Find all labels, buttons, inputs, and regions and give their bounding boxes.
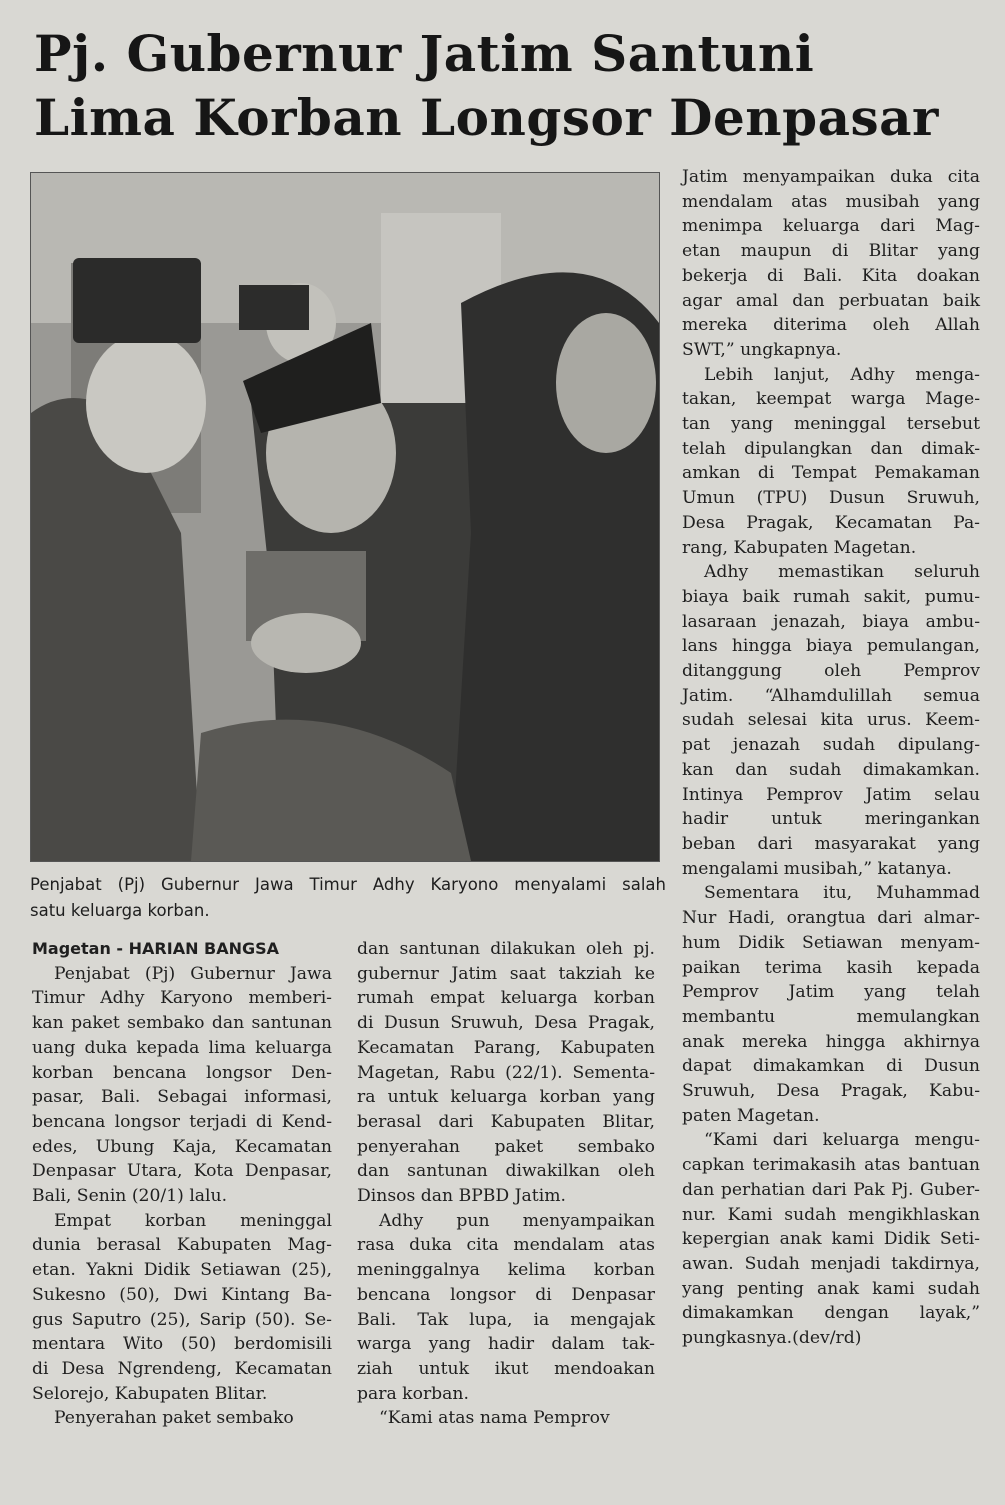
text-line: mengalami musibah,” katanya. [682, 858, 952, 879]
headline [34, 22, 984, 150]
text-line: uang duka kepada lima keluarga [32, 1037, 332, 1058]
text-line: gus Saputro (25), Sarip (50). Se- [32, 1309, 332, 1330]
text-line: gubernur Jatim saat takziah ke [357, 963, 655, 984]
text-line: agar amal dan perbuatan baik [682, 290, 980, 311]
text-line: meninggalnya kelima korban [357, 1260, 655, 1281]
text-line: di Dusun Sruwuh, Desa Pragak, [357, 1013, 655, 1034]
text-line: mereka diterima oleh Allah [682, 315, 980, 336]
text-line: paten Magetan. [682, 1105, 820, 1126]
text-line: etan maupun di Blitar yang [682, 241, 980, 262]
text-line: kan paket sembako dan santunan [32, 1013, 332, 1034]
text-line: rasa duka cita mendalam atas [357, 1235, 655, 1256]
article-column-2 [357, 937, 655, 1431]
text-line: pat jenazah sudah dipulang- [682, 735, 980, 756]
text-line: ziah untuk ikut mendoakan [357, 1358, 655, 1379]
text-line: Jatim menyampaikan duka cita [682, 167, 980, 187]
text-line: “Kami atas nama Pemprov [379, 1408, 610, 1429]
text-line: pasar, Bali. Sebagai informasi, [32, 1087, 332, 1108]
text-line: Penyerahan paket sembako [54, 1408, 294, 1429]
text-line: hadir untuk meringankan [682, 809, 980, 830]
text-line: lans hingga biaya pemulangan, [682, 636, 980, 657]
text-line: etan. Yakni Didik Setiawan (25), [32, 1260, 332, 1281]
text-line: lasaraan jenazah, biaya ambu- [682, 611, 980, 632]
text-line: dimakamkan dengan layak,” [682, 1303, 980, 1324]
text-line: nur. Kami sudah mengikhlaskan [682, 1204, 980, 1225]
photo-illustration-icon [31, 173, 659, 861]
caption-line: Penjabat (Pj) Gubernur Jawa Timur Adhy Karyono menyalami salah [30, 875, 666, 894]
text-line: Kecamatan Parang, Kabupaten [357, 1037, 655, 1058]
dateline: Magetan - HARIAN BANGSA [32, 939, 280, 958]
text-line: mendalam atas musibah yang [682, 191, 980, 212]
text-line: Sementara itu, Muhammad [704, 883, 980, 904]
text-line: edes, Ubung Kaja, Kecamatan [32, 1136, 332, 1157]
article-column-3 [682, 165, 980, 1351]
text-line: ra untuk keluarga korban yang [357, 1087, 655, 1108]
text-line: Penjabat (Pj) Gubernur Jawa [54, 963, 332, 984]
text-line: dan santunan diwakilkan oleh [357, 1161, 655, 1182]
text-line: pungkasnya.(dev/rd) [682, 1328, 862, 1349]
text-line: Sukesno (50), Dwi Kintang Ba- [32, 1284, 332, 1305]
text-line: anak mereka hingga akhirnya [682, 1031, 980, 1052]
text-line: rumah empat keluarga korban [357, 988, 655, 1009]
text-line: telah dipulangkan dan dimak- [682, 438, 980, 459]
text-line: Adhy pun menyampaikan [379, 1210, 655, 1231]
text-line: Lebih lanjut, Adhy menga- [704, 364, 980, 385]
text-line: “Kami dari keluarga mengu- [704, 1130, 980, 1151]
text-line: Adhy memastikan seluruh [704, 562, 980, 583]
news-photo [30, 172, 660, 862]
text-line: bencana longsor terjadi di Kend- [32, 1111, 332, 1132]
text-line: Dinsos dan BPBD Jatim. [357, 1186, 566, 1207]
text-line: hum Didik Setiawan menyam- [682, 932, 980, 953]
text-line: ditanggung oleh Pemprov [682, 661, 980, 682]
text-line: dan perhatian dari Pak Pj. Guber- [682, 1179, 980, 1200]
text-line: dan santunan dilakukan oleh pj. [357, 939, 655, 959]
text-line: menimpa keluarga dari Mag- [682, 216, 980, 237]
text-line: paikan terima kasih kepada [682, 957, 980, 978]
text-line: dapat dimakamkan di Dusun [682, 1056, 980, 1077]
text-line: biaya baik rumah sakit, pumu- [682, 586, 980, 607]
text-line: SWT,” ungkapnya. [682, 339, 842, 360]
text-line: berasal dari Kabupaten Blitar, [357, 1111, 655, 1132]
text-line: Magetan, Rabu (22/1). Sementa- [357, 1062, 655, 1083]
text-line: Bali, Senin (20/1) lalu. [32, 1186, 228, 1207]
text-line: sudah selesai kita urus. Keem- [682, 710, 980, 731]
text-line: bencana longsor di Denpasar [357, 1284, 655, 1305]
headline-line-1: Pj. Gubernur Jatim Santuni [34, 24, 815, 83]
text-line: bekerja di Bali. Kita doakan [682, 265, 980, 286]
text-line: di Desa Ngrendeng, Kecamatan [32, 1358, 332, 1379]
text-line: Pemprov Jatim yang telah [682, 982, 980, 1003]
text-line: tan yang meninggal tersebut [682, 414, 980, 435]
text-line: Umun (TPU) Dusun Sruwuh, [682, 488, 980, 509]
text-line: Timur Adhy Karyono memberi- [32, 988, 332, 1009]
text-line: Bali. Tak lupa, ia mengajak [357, 1309, 655, 1330]
text-line: warga yang hadir dalam tak- [357, 1334, 655, 1355]
text-line: awan. Sudah menjadi takdirnya, [682, 1253, 980, 1274]
text-line: beban dari masyarakat yang [682, 833, 980, 854]
text-line: kepergian anak kami Didik Seti- [682, 1229, 980, 1250]
text-line: yang penting anak kami sudah [682, 1278, 980, 1299]
text-line: dunia berasal Kabupaten Mag- [32, 1235, 332, 1256]
text-line: Empat korban meninggal [54, 1210, 332, 1231]
text-line: membantu memulangkan [682, 1006, 980, 1027]
text-line: korban bencana longsor Den- [32, 1062, 332, 1083]
text-line: para korban. [357, 1383, 469, 1404]
text-line: Jatim. “Alhamdulillah semua [682, 685, 980, 706]
headline-line-2: Lima Korban Longsor Denpasar [34, 88, 939, 147]
text-line: Denpasar Utara, Kota Denpasar, [32, 1161, 332, 1182]
text-line: kan dan sudah dimakamkan. [682, 759, 980, 780]
text-line: Selorejo, Kabupaten Blitar. [32, 1383, 268, 1404]
text-line: Intinya Pemprov Jatim selau [682, 784, 980, 805]
text-line: Desa Pragak, Kecamatan Pa- [682, 512, 980, 533]
caption-line: satu keluarga korban. [30, 901, 210, 920]
text-line: amkan di Tempat Pemakaman [682, 463, 980, 484]
article-column-1 [32, 937, 332, 1431]
text-line: capkan terimakasih atas bantuan [682, 1155, 980, 1176]
text-line: penyerahan paket sembako [357, 1136, 655, 1157]
photo-caption [30, 872, 666, 924]
text-line: Sruwuh, Desa Pragak, Kabu- [682, 1081, 980, 1102]
text-line: Nur Hadi, orangtua dari almar- [682, 908, 980, 929]
text-line: rang, Kabupaten Magetan. [682, 537, 917, 558]
text-line: takan, keempat warga Mage- [682, 389, 980, 410]
text-line: mentara Wito (50) berdomisili [32, 1334, 332, 1355]
